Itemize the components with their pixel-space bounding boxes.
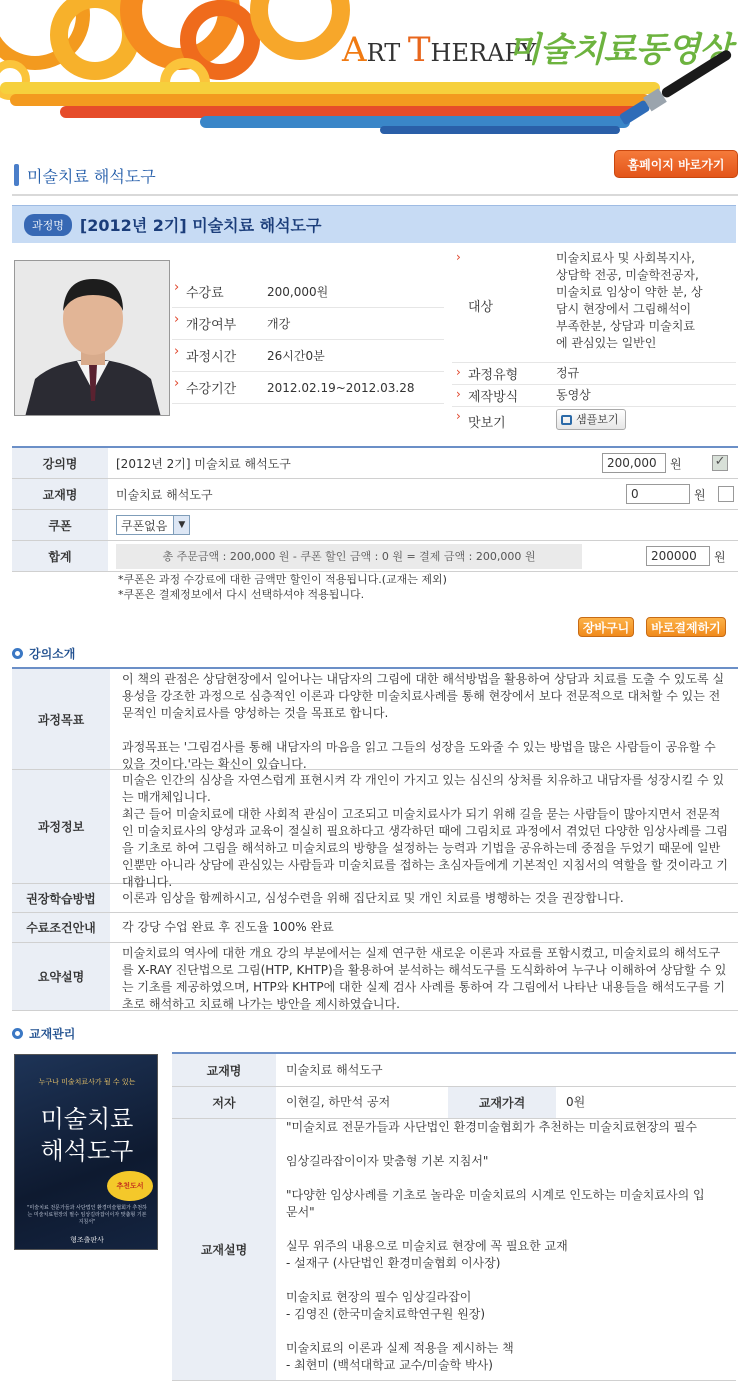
- divider: [12, 194, 738, 196]
- book-header: 교재가격: [448, 1087, 556, 1118]
- course-info: [12, 248, 736, 431]
- order-header: 강의명: [12, 448, 108, 478]
- intro-header: 과정정보: [12, 770, 110, 883]
- cover-top-text: 누구나 미술치료사가 될 수 있는: [38, 1078, 136, 1086]
- info-rows: [172, 276, 444, 404]
- intro-table: [12, 667, 738, 1011]
- info-label: › 과정시간: [172, 346, 267, 365]
- info-row-open: [172, 308, 444, 340]
- order-header: 쿠폰: [12, 510, 108, 540]
- side-label: › 제작방식: [456, 387, 519, 405]
- paint-stripe: [10, 94, 650, 106]
- won-label: 원: [694, 487, 706, 502]
- note-line: *쿠폰은 과정 수강료에 대한 금액만 할인이 적용됩니다.(교재는 제외): [118, 573, 447, 586]
- intro-row: [12, 770, 738, 889]
- side-label: › 맛보기: [456, 409, 506, 431]
- total-input[interactable]: 200000: [646, 546, 710, 566]
- book-header: 교재설명: [172, 1119, 276, 1380]
- paint-stripe: [0, 82, 660, 94]
- won-label: 원: [670, 456, 682, 471]
- course-name: [2012년 2기] 미술치료 해석도구: [79, 216, 322, 235]
- section-title: 교재관리: [29, 1027, 76, 1041]
- book-value: 미술치료 해석도구: [286, 1062, 383, 1077]
- intro-header: 권장학습방법: [12, 884, 110, 912]
- circle-bullet-icon: [12, 648, 23, 659]
- info-label: › 수강료: [172, 282, 267, 301]
- order-cell: [108, 448, 738, 478]
- page-title-text: 미술치료 해석도구: [27, 166, 156, 186]
- intro-text: 이론과 임상을 함께하시고, 심성수련을 위해 집단치료 및 개인 치료를 병행하는 것을 권장합니다.: [122, 890, 624, 905]
- book-row-author: [172, 1087, 736, 1119]
- info-value: 26시간0분: [267, 349, 325, 363]
- cover-publisher: 형조출판사: [70, 1236, 104, 1244]
- intro-header: 수료조건안내: [12, 913, 110, 942]
- order-cell: [108, 541, 738, 571]
- order-row-textbook: [12, 479, 738, 510]
- book-value: 0원: [566, 1095, 586, 1109]
- circle-bullet-icon: [12, 1028, 23, 1039]
- order-table: [12, 446, 738, 572]
- info-value: 2012.02.19~2012.03.28: [267, 380, 415, 395]
- side-value: 동영상: [556, 388, 591, 402]
- order-row-total: [12, 541, 738, 572]
- order-header: 합계: [12, 541, 108, 571]
- book-value: 이현길, 하만석 공저: [286, 1095, 391, 1109]
- sample-view-button[interactable]: 샘플보기: [556, 409, 626, 430]
- homepage-button[interactable]: 홈페이지 바로가기: [614, 150, 738, 178]
- info-row-hours: [172, 340, 444, 372]
- intro-text: 미술은 인간의 심상을 자연스럽게 표현시켜 각 개인이 가지고 있는 심신의 상처를 치유하고 내담자를 성장시킬 수 있는 매개체입니다. 최근 들어 미술치료에 대한 사회적 관심이 고조되고 미술치료사가 되기 위해 길을 묻는 사람들이 많아지면서 전문적인 미술치료사의 양성과 교육이 절실히 필요하다고 생각하던 때에 그림치료 과정에서 겪었던 다양한 임상사례를 그림을 기초로 하여 그림을 해석하고 미술치료의 방향을 설정하는 능력과 기법을 공유하는데 중점을 두었기 때문에 일반인뿐만 아니라 상담에 관심있는 사람들과 미술치료를 접하는 초심자들에게 기본적인 지침서의 역할을 할 것이라고 기대합니다.: [122, 773, 729, 889]
- intro-text: 각 강당 수업 완료 후 진도율 100% 완료: [122, 920, 334, 934]
- book-description: "미술치료 전문가들과 사단법인 환경미술협회가 추천하는 미술치료현장의 필수 임상길라잡이이자 맞춤형 기본 지침서" "다양한 임상사례를 기초로 놀라운 미술치료의 시계로 인도하는 미술치료사의 입문서" 실무 위주의 내용으로 미술치료 현장에 꼭 필요한 교재 - 설재구 (사단법인 환경미술협회 이사장) 미술치료 현장의 필수 임상길라잡이 - 김영진 (한국미술치료학연구원 원장) 미술치료의 이론과 실제 적용을 제시하는 책 - 최현미 (백석대학교 교수/미술학 박사): [286, 1120, 705, 1372]
- brand-logo: ART THERAPY: [342, 30, 537, 70]
- cover-caption: "미술치료 전문가들과 사단법인 환경미술협회가 추천하는 미술치료현장의 필수 임상길라잡이이자 맞춤형 기본 지침서": [27, 1205, 147, 1225]
- intro-text: 미술치료의 역사에 대한 개요 강의 부분에서는 실제 연구한 새로운 이론과 자료를 포함시켰고, 미술치료의 해석도구를 X-RAY 진단법으로 그림(HTP, KHTP)을 활용하여 분석하는 해석도구를 도식화하여 누구나 이해하여 상담할 수 있는 기초를 제공하였으며, HTP와 KHTP에 대한 실제 검사 사례를 통하여 각 그림에서 나타난 내용들을 해석도구를 기초로 해석하고 치료해 나가는 방안을 제시하였습니다.: [122, 946, 727, 1011]
- lecture-checkbox[interactable]: [712, 455, 728, 471]
- info-side: [452, 248, 736, 435]
- korean-title: 미술치료동영상: [508, 30, 731, 70]
- recommend-badge: 추천도서: [107, 1171, 153, 1201]
- section-intro: [12, 645, 75, 662]
- section-textbook: [12, 1025, 75, 1042]
- order-row-coupon: [12, 510, 738, 541]
- book-header: 저자: [172, 1087, 276, 1118]
- intro-row: [12, 884, 738, 913]
- cart-button[interactable]: 장바구니: [578, 617, 634, 637]
- coupon-select[interactable]: 쿠폰없음 ▼: [116, 515, 190, 535]
- decor-circle: [250, 0, 350, 60]
- course-tag: 과정명: [24, 214, 72, 236]
- order-cell: [108, 510, 738, 540]
- book-header: 교재명: [172, 1054, 276, 1086]
- chevron-down-icon: ▼: [173, 516, 189, 534]
- cover-title: 미술치료: [40, 1105, 134, 1133]
- side-row-target: [452, 248, 736, 363]
- intro-row: [12, 669, 738, 770]
- section-title: 강의소개: [29, 647, 76, 661]
- book-table: [172, 1052, 736, 1381]
- info-label: › 수강기간: [172, 378, 267, 397]
- order-row-lecture: [12, 448, 738, 479]
- side-row-method: [452, 385, 736, 407]
- header-banner: [0, 0, 750, 140]
- lecture-price-input[interactable]: 200,000: [602, 453, 666, 473]
- book-cover: [14, 1054, 158, 1250]
- textbook-price-input[interactable]: 0: [626, 484, 690, 504]
- info-label: › 개강여부: [172, 314, 267, 333]
- side-label: › 과정유형: [456, 365, 519, 383]
- info-value: 200,000원: [267, 285, 329, 299]
- title-marker: [14, 164, 19, 186]
- side-value: [556, 407, 736, 435]
- note-line: *쿠폰은 결제정보에서 다시 선택하셔야 적용됩니다.: [118, 588, 365, 601]
- side-row-type: [452, 363, 736, 385]
- instructor-photo: [14, 260, 170, 416]
- page-title: [14, 163, 156, 187]
- lecture-name: [2012년 2기] 미술치료 해석도구: [116, 456, 291, 471]
- info-row-fee: [172, 276, 444, 308]
- side-label: › 대상: [456, 250, 494, 315]
- coupon-notes: [118, 572, 447, 602]
- intro-row: [12, 943, 738, 1011]
- buy-now-button[interactable]: 바로결제하기: [646, 617, 726, 637]
- order-header: 교재명: [12, 479, 108, 509]
- side-value: 정규: [556, 366, 580, 380]
- price-summary: 총 주문금액 : 200,000 원 - 쿠폰 할인 금액 : 0 원 = 결제 금액 : 200,000 원: [116, 544, 582, 569]
- monitor-icon: [561, 415, 572, 425]
- course-header: [12, 205, 736, 243]
- textbook-name: 미술치료 해석도구: [116, 487, 213, 502]
- paint-stripe: [380, 126, 620, 134]
- side-row-preview: [452, 407, 736, 435]
- intro-text: 이 책의 관점은 상담현장에서 일어나는 내담자의 그림에 대한 해석방법을 활용하여 상담과 치료를 도출 수 있도록 실용성을 강조한 과정으로 심층적인 이론과 다양한 미술치료사례를 통해 현장에서 보다 전문적으로 대처할 수 있는 전문적인 미술치료사를 양성하는 것을 목표로 합니다. 과정목표는 '그림검사를 통해 내담자의 마음을 읽고 그들의 성장을 도와줄 수 있는 방법을 많은 사람들이 공유할 수 있을 것이다.'라는 확신이 있습니다.: [122, 672, 725, 771]
- cover-title: 해석도구: [40, 1137, 134, 1165]
- book-row-name: [172, 1054, 736, 1087]
- intro-row: [12, 913, 738, 943]
- won-label: 원: [714, 549, 726, 564]
- info-row-period: [172, 372, 444, 404]
- intro-header: 과정목표: [12, 669, 110, 769]
- side-value: 미술치료사 및 사회복지사, 상담학 전공, 미술학전공자, 미술치료 임상이 약한 분, 상담시 현장에서 그림해석이 부족한분, 상담과 미술치료에 관심있는 일반인: [556, 251, 703, 350]
- intro-header: 요약설명: [12, 943, 110, 1010]
- order-cell: [108, 479, 738, 509]
- info-value: 개강: [267, 317, 291, 331]
- book-row-desc: [172, 1119, 736, 1381]
- textbook-checkbox[interactable]: [718, 486, 734, 502]
